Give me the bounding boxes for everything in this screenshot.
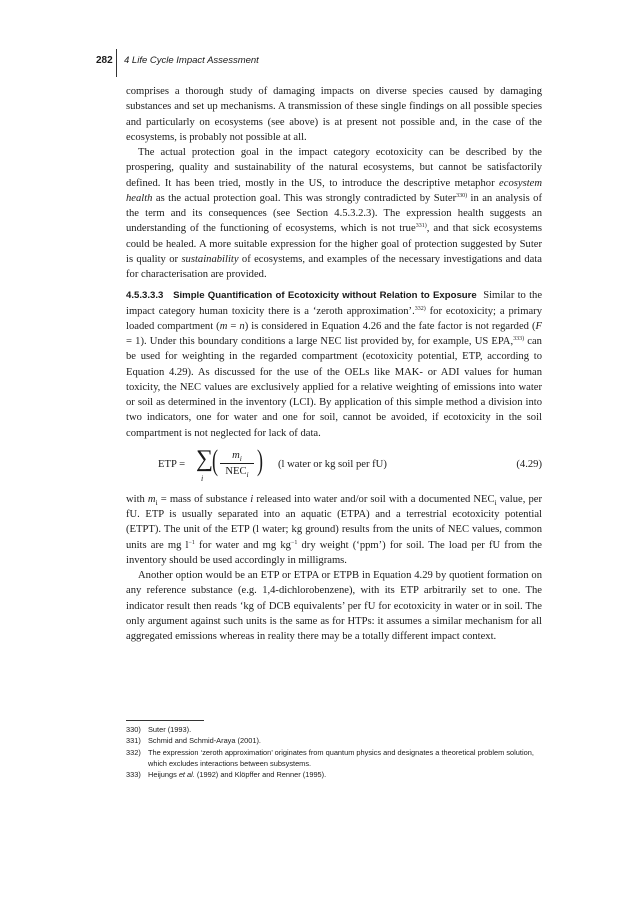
summation-index: i xyxy=(201,473,204,483)
footnote: 332) The expression ‘zeroth approximation’ originates from quantum physics and designates a theoretical problem solution, which excludes interactions between subsystems. xyxy=(126,747,534,768)
running-title: 4 Life Cycle Impact Assessment xyxy=(124,55,259,66)
left-paren: ( xyxy=(212,443,218,477)
header-divider xyxy=(116,49,117,77)
footnote-ref: 333) xyxy=(513,336,525,342)
equation-number: (4.29) xyxy=(516,458,542,470)
summation-symbol: ∑ xyxy=(196,445,214,472)
paragraph: Another option would be an ETP or ETPA or ETPB in Equation 4.29 by quotient formation on any reference substance (e.g. 1,4-dichlorobenzene), with its ETP arbitrarily set to one. The indicator result then reads ‘kg of DCB equivalents’ per fU for ecotoxicity in water or in soil. The only argument against such units is the same as for HTPs: it assumes a similar mechanism for all aggregated emissions whereas in reality there may be a totally different impact context. xyxy=(126,570,542,642)
equation-units: (l water or kg soil per fU) xyxy=(278,458,387,470)
fraction xyxy=(220,448,254,479)
footnote-ref: 331) xyxy=(415,223,427,230)
section-paragraph: 4.5.3.3.3 Simple Quantification of Ecotoxicity without Relation to Exposure Similar to the impact category human toxicity there is a ‘zeroth approximation’.$^{332)}$ for ecotoxicity; a primary loaded compartment (m = n) is considered in Equation 4.26 and the fate factor is not regarded (F = 1). Under this boundary conditions a large NEC list provided by, for example, US EPA,$^{333)}$ can be used for weighting in the regarded compartment (ecotoxicity potential, ETP, according to Equation 4.29). As discussed for the use of the OELs like MAK- or ADI values for human toxicity, the NEC values are exclusively applied for a relative weighting of emissions into water or soil as determined in the inventory (LCI). By application of this simple method a division into two indicators, one for water and one for soil, cannot be avoided, if ecotoxicity in the soil compartment is not neglected for lack of data. xyxy=(126,290,543,439)
equation-4-29 xyxy=(126,444,542,486)
section-heading: 4.5.3.3.3 Simple Quantification of Ecotoxicity without Relation to Exposure xyxy=(126,290,477,302)
footnote: 333) Heijungs et al. (1992) and Klöpffer and Renner (1995). xyxy=(126,770,327,780)
paragraph: comprises a thorough study of damaging impacts on diverse species caused by damaging substances and set up mechanisms. A transmission of these single findings on all possible species and particularly on ecosystems (see above) is at present not possible and, in the case of the ecosystems, is probably not possible at all. xyxy=(126,86,542,143)
footnote: 330) Suter (1993). xyxy=(126,725,192,734)
paragraph: The actual protection goal in the impact category ecotoxicity can be described by the prospering, quality and sustainability of the natural ecosystems, but cannot be satisfactorily defined. It has been tried, mostly in the US, to introduce the descriptive metaphor ecosystem health as the actual protection goal. This was strongly contradicted by Suter$^{330)}$ in an analysis of the term and its consequences (see Section 4.5.3.2.3). The expression health suggests an understanding of the functioning of ecosystems, which is not true$^{331)}$, and that sick ecosystems could be healed. A more suitable expression for the higher goal of protection suggested by Suter is quality or sustainability of ecosystems, and examples of the necessary investigations and data for characterisation are provided. xyxy=(126,147,542,280)
denominator: $NEC_i$ xyxy=(225,465,249,479)
footnote: 331) Schmid and Schmid-Araya (2001). xyxy=(126,736,261,746)
footnote-rule xyxy=(126,720,204,721)
right-paren: ) xyxy=(257,443,263,477)
numerator: $m_i$ xyxy=(232,449,242,463)
footnote-ref: 332) xyxy=(414,305,426,312)
page-number: 282 xyxy=(96,55,113,66)
body-text xyxy=(126,84,542,644)
footnotes xyxy=(126,724,542,780)
paragraph: with $m_i$ = mass of substance i released into water and/or soil with a documented $NEC_i$ value, per fU. ETP is usually separated into an aquatic (ETPA) and a terrestrial ecotoxicity potential (ETPT). The unit of the ETP (l water; kg ground) results from the units of NEC values, common units are mg $l^{-1}$ for water and mg $kg^{-1}$ dry weight (‘ppm’) for soil. The load per fU from the inventory should be used accordingly in milligrams. xyxy=(126,493,542,566)
equation-lhs: ETP = xyxy=(158,458,186,470)
footnote-ref: 330) xyxy=(456,192,468,199)
